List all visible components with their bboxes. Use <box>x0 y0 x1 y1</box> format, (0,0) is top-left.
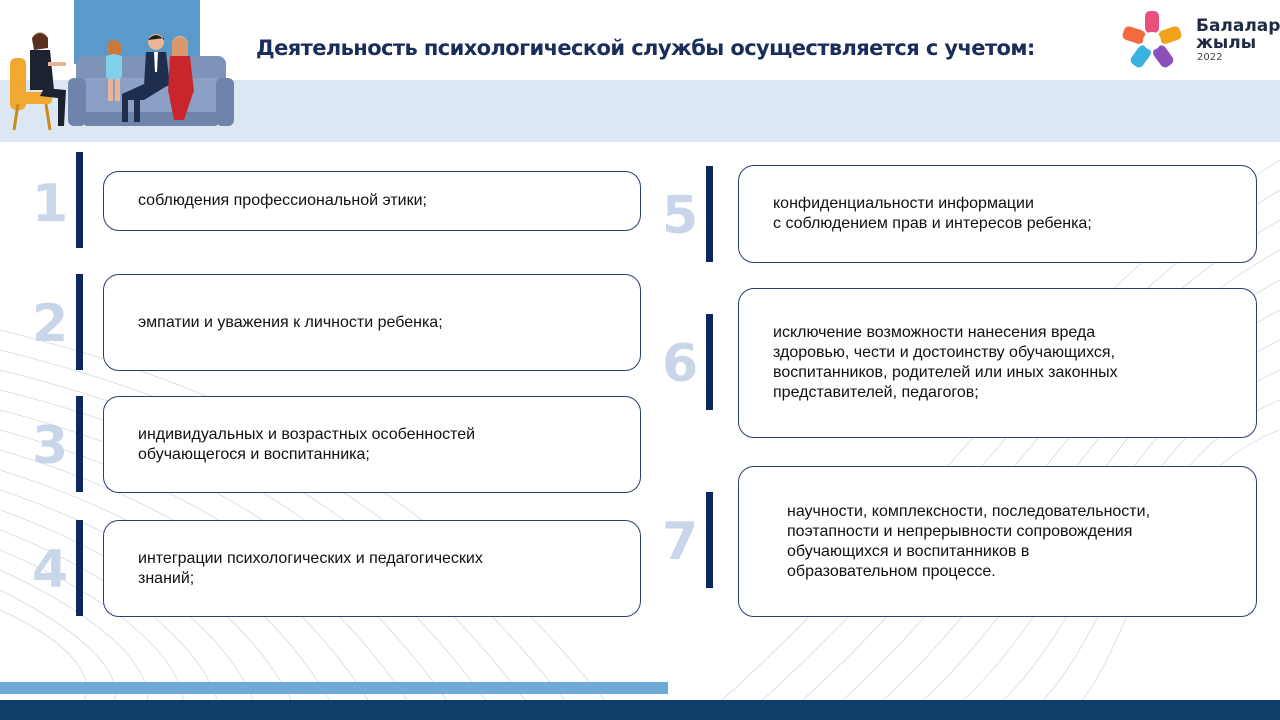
item-divider-1 <box>76 152 83 248</box>
item-text-5: конфиденциальности информации с соблюдением прав и интересов ребенка; <box>773 195 1092 232</box>
logo-flower-icon <box>1120 10 1184 72</box>
logo-text <box>1196 18 1280 52</box>
item-card-7 <box>738 466 1257 617</box>
item-text-2: эмпатии и уважения к личности ребенка; <box>138 313 443 331</box>
item-number-2: 2 <box>32 294 69 354</box>
item-text-4: интеграции психологических и педагогических знаний; <box>138 549 483 587</box>
item-card-2 <box>103 274 641 371</box>
balalar-zhyly-logo <box>1118 10 1278 72</box>
logo-line-1: Балалар <box>1196 16 1280 36</box>
page-title: Деятельность психологической службы осуществляется с учетом: <box>256 36 1035 60</box>
footer-bar <box>0 700 1280 720</box>
item-card-4 <box>103 520 641 617</box>
item-divider-7 <box>706 492 713 588</box>
item-number-6: 6 <box>662 334 699 394</box>
item-number-3: 3 <box>32 416 69 476</box>
item-card-5 <box>738 165 1257 263</box>
logo-year: 2022 <box>1197 52 1223 63</box>
item-card-1 <box>103 171 641 231</box>
item-divider-6 <box>706 314 713 410</box>
bottom-accent-stripe <box>0 682 668 694</box>
item-divider-3 <box>76 396 83 492</box>
item-card-6 <box>738 288 1257 438</box>
item-divider-5 <box>706 166 713 262</box>
family-consultation-illustration <box>4 28 236 132</box>
item-number-4: 4 <box>32 540 69 600</box>
item-number-7: 7 <box>662 512 699 572</box>
item-divider-4 <box>76 520 83 616</box>
item-text-6: исключение возможности нанесения вреда здоровью, чести и достоинству обучающихся, воспитанников, родителей или иных законных представителей, педагогов; <box>773 324 1118 401</box>
item-text-7: научности, комплексности, последовательности, поэтапности и непрерывности сопровождения обучающихся и воспитанников в образовательном процессе. <box>787 502 1151 580</box>
logo-line-2: жылы <box>1196 33 1257 53</box>
item-number-1: 1 <box>32 174 69 234</box>
item-text-3: индивидуальных и возрастных особенностей обучающегося и воспитанника; <box>138 425 476 463</box>
item-divider-2 <box>76 274 83 370</box>
item-card-3 <box>103 396 641 493</box>
item-text-1: соблюдения профессиональной этики; <box>138 192 427 209</box>
item-number-5: 5 <box>662 186 699 246</box>
